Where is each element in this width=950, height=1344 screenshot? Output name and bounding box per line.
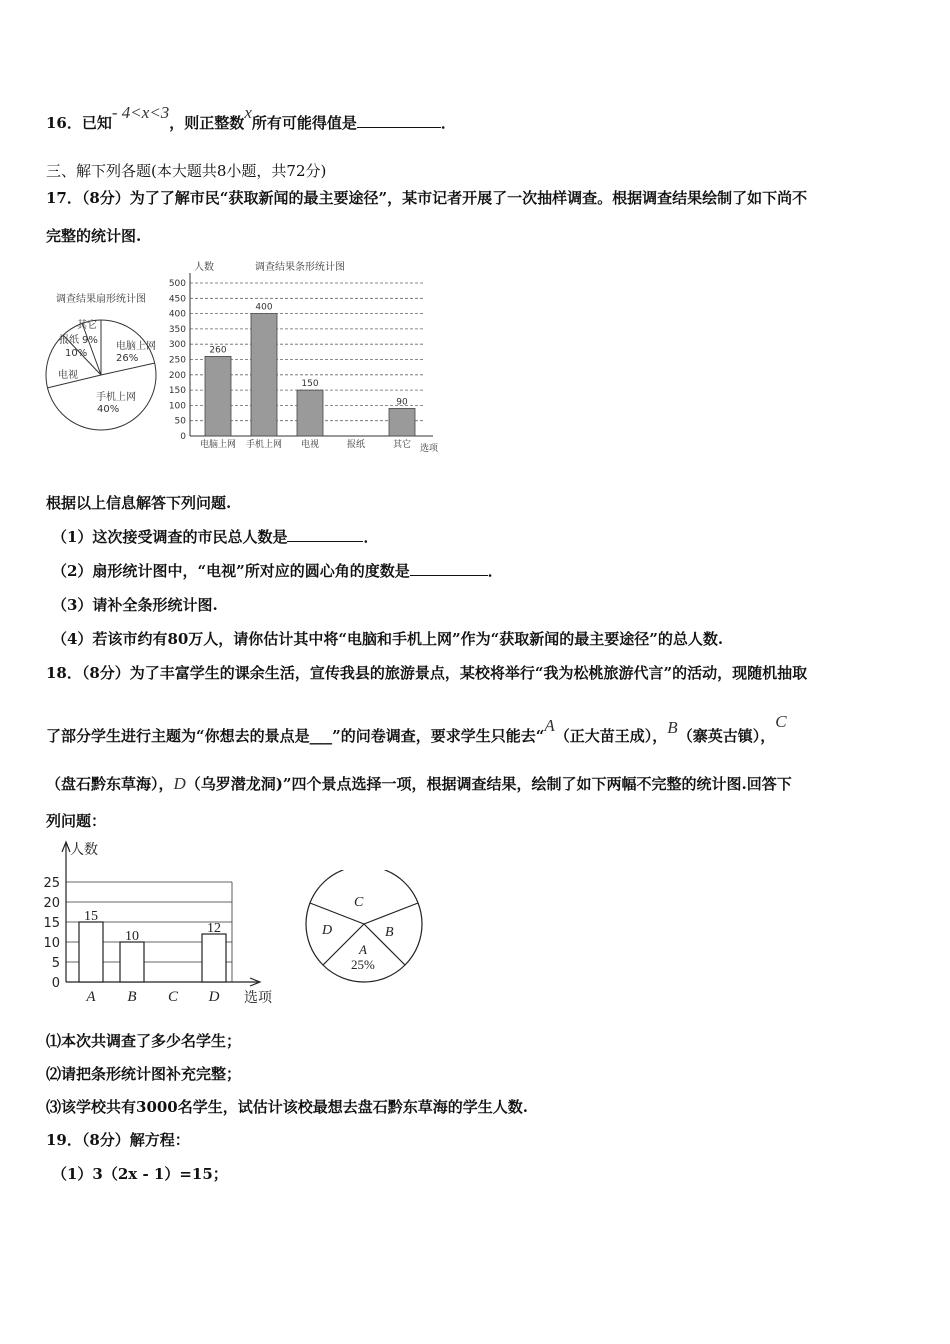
bar1-xlabel: 选项 bbox=[420, 444, 439, 454]
q16-mid: ，则正整数 bbox=[169, 114, 245, 132]
bar2-bar bbox=[79, 922, 103, 982]
bar1-bar bbox=[297, 390, 323, 436]
pie-divider bbox=[101, 363, 155, 375]
bar1-bar bbox=[251, 314, 277, 436]
q18-option-c: C bbox=[775, 712, 787, 731]
bar2-ytick: 20 bbox=[43, 896, 60, 911]
q17-stem-line1: 17．（8分）为了了解市民“获取新闻的最主要途径”，某市记者开展了一次抽样调查。根据调查结果绘制了如下尚不 bbox=[46, 189, 808, 207]
bar1-value-label: 90 bbox=[396, 397, 408, 408]
q18-line2-b: （正大苗王成）， bbox=[554, 727, 668, 745]
bar2-category-label: C bbox=[167, 989, 179, 1005]
bar2-bar bbox=[202, 934, 226, 982]
bar1-ytick: 500 bbox=[168, 279, 186, 289]
q17-bar-chart bbox=[160, 256, 450, 456]
q17-sub2-end: ． bbox=[487, 562, 503, 580]
q18-line3 bbox=[46, 773, 792, 794]
bar2-ytick: 15 bbox=[43, 916, 60, 931]
q17-sub1-text: （1）这次接受调查的市民总人数是 bbox=[52, 528, 288, 546]
pie-slice-label: 报纸 bbox=[59, 335, 79, 346]
bar2-ytick: 10 bbox=[43, 936, 60, 951]
q17-sub2 bbox=[52, 560, 503, 581]
q16-pre: 已知 bbox=[81, 114, 112, 132]
bar2-value-label: 12 bbox=[207, 921, 221, 936]
q17-sub4: （4）若该市约有80万人，请你估计其中将“电脑和手机上网”作为“获取新闻的最主要途径”的总人数. bbox=[52, 630, 724, 648]
bar2-ytick: 0 bbox=[51, 976, 60, 991]
pie-slice-label: 手机上网 bbox=[96, 392, 136, 403]
pie2-pct-a: 25% bbox=[351, 957, 375, 972]
pie2-label-c: C bbox=[354, 895, 364, 910]
q18-sub3: ⑶该学校共有3000名学生，试估计该校最想去盘石黔东草海的学生人数. bbox=[46, 1098, 528, 1116]
bar1-category-label: 其它 bbox=[392, 440, 412, 450]
q18-sub1: ⑴本次共调查了多少名学生； bbox=[46, 1032, 242, 1050]
q18-line3-a: （盘石黔东草海）， bbox=[46, 775, 174, 793]
pie-slice-label: 电脑上网 bbox=[116, 341, 156, 352]
q19-sub1: （1）3（2x - 1）=15； bbox=[52, 1165, 228, 1183]
q19-stem: 19．（8分）解方程： bbox=[46, 1131, 190, 1149]
q18-line2-c: （寨英古镇）， bbox=[677, 727, 776, 745]
q17-sub2-blank[interactable] bbox=[410, 561, 488, 576]
bar1-category-label: 电视 bbox=[300, 440, 320, 450]
q18-line1: 18．（8分）为了丰富学生的课余生活，宣传我县的旅游景点，某校将举行“我为松桃旅游代言”的活动，现随机抽取 bbox=[46, 664, 808, 682]
bar1-ytick: 400 bbox=[168, 309, 186, 320]
q16-inequality: - 4<x<3 bbox=[111, 103, 170, 122]
bar1-category-label: 手机上网 bbox=[245, 440, 283, 450]
bar1-title: 调查结果条形统计图 bbox=[255, 262, 345, 273]
q18-option-d: D bbox=[173, 774, 186, 793]
bar1-value-label: 260 bbox=[209, 345, 227, 356]
q17-sub1 bbox=[52, 526, 378, 547]
q18-option-b: B bbox=[667, 718, 678, 737]
q17-sub3: （3）请补全条形统计图. bbox=[52, 596, 218, 614]
pie-slice-label: 其它 bbox=[77, 320, 97, 331]
pie-title: 调查结果扇形统计图 bbox=[56, 294, 146, 305]
q16-variable: x bbox=[244, 103, 252, 122]
bar1-ytick: 150 bbox=[168, 386, 186, 397]
q18-line2-a: 了部分学生进行主题为“你想去的景点是___”的问卷调查，要求学生只能去“ bbox=[46, 727, 545, 745]
pie2-label-b: B bbox=[385, 925, 394, 940]
bar2-category-label: B bbox=[127, 989, 137, 1005]
bar1-ytick: 250 bbox=[168, 355, 186, 366]
bar2-ylabel: 人数 bbox=[70, 842, 98, 858]
q16-answer-blank[interactable] bbox=[357, 113, 441, 128]
bar1-ytick: 50 bbox=[174, 416, 186, 427]
bar1-value-label: 400 bbox=[255, 302, 273, 313]
bar1-ytick: 450 bbox=[168, 294, 186, 305]
bar2-xlabel: 选项 bbox=[244, 990, 272, 1006]
q17-sub1-blank[interactable] bbox=[287, 527, 363, 542]
bar2-ytick: 5 bbox=[51, 956, 60, 971]
bar1-ytick: 100 bbox=[168, 401, 186, 412]
q18-sub2: ⑵请把条形统计图补充完整； bbox=[46, 1065, 242, 1083]
bar1-ytick: 300 bbox=[168, 340, 186, 351]
bar1-ytick: 350 bbox=[168, 324, 186, 335]
pie-slice-pct: 9% bbox=[82, 335, 98, 346]
q18-line2 bbox=[46, 712, 787, 746]
pie-slice-pct: 10% bbox=[65, 348, 88, 359]
bar2-ytick: 25 bbox=[43, 876, 60, 891]
q18-option-a: A bbox=[544, 716, 555, 735]
pie2-label-d: D bbox=[322, 923, 333, 938]
q18-bar-chart bbox=[34, 834, 284, 1009]
pie-slice-pct: 40% bbox=[97, 404, 120, 415]
bar2-bar bbox=[120, 942, 144, 982]
q16-post: 所有可能得值是 bbox=[251, 114, 357, 132]
pie-slice-label: 电视 bbox=[58, 370, 78, 381]
bar1-ytick: 200 bbox=[168, 370, 186, 381]
pie-slice-pct: 26% bbox=[116, 353, 139, 364]
section3-title: 三、解下列各题(本大题共8小题，共72分) bbox=[46, 162, 327, 180]
q17-stem-line2: 完整的统计图. bbox=[46, 227, 142, 245]
q17-sub1-end: ． bbox=[363, 528, 379, 546]
pie2-label-a: A bbox=[359, 942, 367, 957]
q16-number: 16． bbox=[46, 114, 82, 132]
bar2-value-label: 15 bbox=[84, 909, 98, 924]
pie2-divider bbox=[364, 903, 418, 924]
q17-pie-chart bbox=[44, 285, 174, 440]
bar1-ylabel: 人数 bbox=[194, 262, 214, 273]
q16-line bbox=[46, 103, 456, 133]
bar1-category-label: 电脑上网 bbox=[199, 440, 237, 450]
bar2-category-label: D bbox=[208, 989, 220, 1005]
bar1-value-label: 150 bbox=[301, 379, 319, 390]
q17-sub2-text: （2）扇形统计图中，“电视”所对应的圆心角的度数是 bbox=[52, 562, 410, 580]
q16-end: ． bbox=[440, 114, 456, 132]
q18-pie-chart bbox=[300, 870, 430, 1000]
bar2-category-label: A bbox=[86, 989, 96, 1005]
bar1-ytick: 0 bbox=[180, 432, 186, 442]
q18-line3-b: （乌罗潜龙洞)”四个景点选择一项，根据调查结果，绘制了如下两幅不完整的统计图.回答下 bbox=[185, 775, 792, 793]
bar1-bar bbox=[205, 356, 231, 436]
bar1-bar bbox=[389, 408, 415, 436]
q17-intro: 根据以上信息解答下列问题. bbox=[46, 494, 232, 512]
bar1-category-label: 报纸 bbox=[346, 440, 366, 450]
bar2-value-label: 10 bbox=[125, 929, 139, 944]
q18-line4: 列问题： bbox=[46, 812, 107, 830]
